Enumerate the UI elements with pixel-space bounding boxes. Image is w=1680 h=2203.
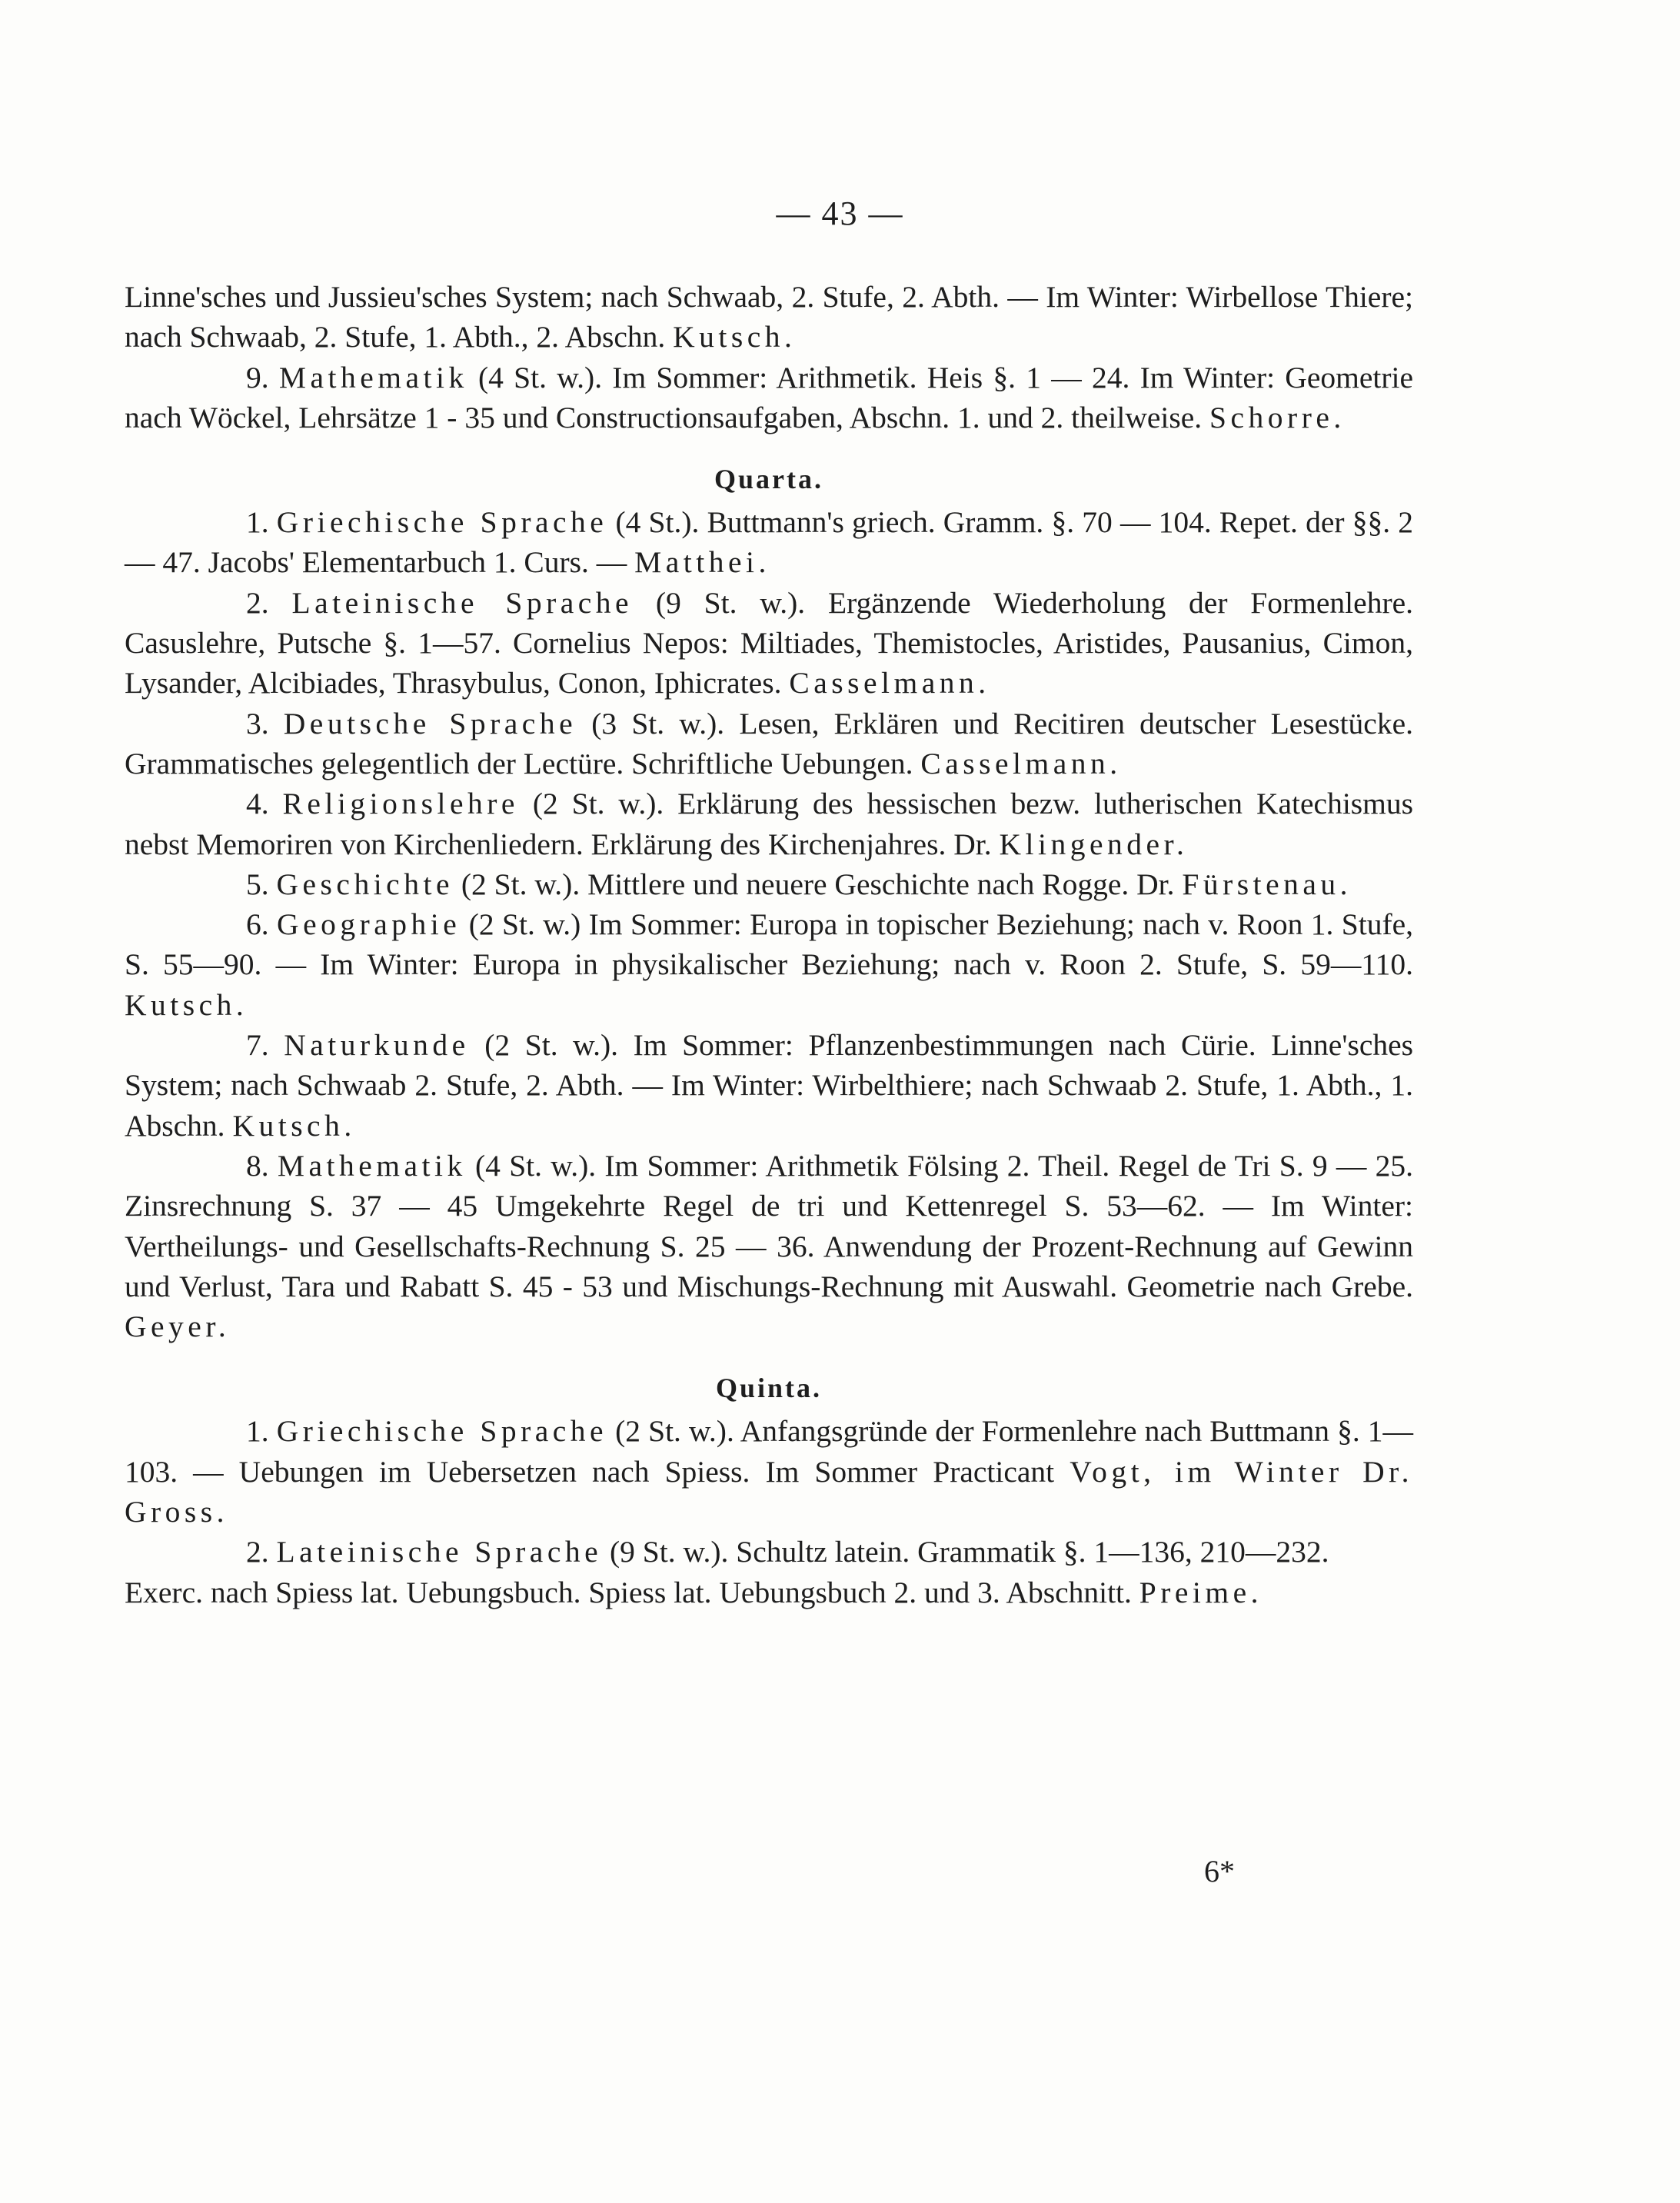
teacher-name: Casselmann. — [789, 666, 990, 701]
teacher-name: Kutsch. — [673, 320, 797, 354]
item-text: (4 St.). Buttmann's griech. Gramm. §. 70 — 104. Repet. der §§. 2 — 47. Jacobs' Elementarbuch 1. Curs. — — [125, 505, 1413, 580]
item-number: 6. — [246, 907, 269, 942]
quarta-item — [125, 1025, 1413, 1146]
signature-mark: 6* — [1204, 1854, 1235, 1889]
item-subject: Naturkunde — [284, 1028, 470, 1063]
quarta-item — [125, 704, 1413, 784]
quinta-item — [125, 1411, 1413, 1532]
teacher-name: Geyer. — [125, 1309, 231, 1344]
item-subject: Griechische Sprache — [276, 505, 608, 540]
item-subject: Deutsche Sprache — [283, 706, 577, 740]
body-text — [125, 277, 1413, 1612]
quarta-item — [125, 583, 1413, 704]
item-subject: Lateinische Sprache — [291, 585, 634, 620]
teacher-name: Klingender. — [999, 827, 1189, 861]
item-subject: Religionslehre — [282, 787, 519, 821]
item-number: 2. — [246, 585, 269, 620]
item-text: (3 St. w.). Lesen, Erklären und Recitiren deutscher Lesestücke. Grammatisches gelegentlich der Lectüre. Schriftliche Uebungen. — [125, 706, 1413, 780]
item-number: 1. — [246, 1414, 269, 1449]
item-subject: Mathematik — [278, 360, 468, 394]
item-subject: Geschichte — [276, 867, 454, 901]
item-subject: Lateinische Sprache — [276, 1535, 603, 1569]
paragraph-text: Linne'sches und Jussieu'sches System; nach Schwaab, 2. Stufe, 2. Abth. — Im Winter: Wirbellose Thiere; nach Schwaab, 2. Stufe, 1. Abth., 2. Abschn. — [125, 280, 1413, 354]
item-mathematik-tertia — [125, 358, 1413, 438]
item-number: 3. — [246, 706, 269, 740]
teacher-name: Kutsch. — [125, 987, 248, 1022]
continuation-paragraph — [125, 277, 1413, 358]
item-number: 1. — [246, 505, 269, 540]
teacher-name: Kutsch. — [232, 1108, 356, 1143]
teacher-name: Preime. — [1139, 1575, 1263, 1609]
item-subject: Mathematik — [277, 1148, 467, 1183]
item-number: 8. — [246, 1148, 269, 1183]
item-text: (4 St. w.). Im Sommer: Arithmetik Fölsing 2. Theil. Regel de Tri S. 9 — 25. Zinsrechnung S. 37 — 45 Umgekehrte Regel de tri und Kettenregel S. 53—62. — Im Winter: Vertheilungs- und Gesellschafts-Rechnung S. 25 — 36. Anwendung der Prozent-Rechnung auf Gewinn und Verlust, Tara und Rabatt S. 45 - 53 und Mischungs-Rechnung mit Auswahl. Geometrie nach Grebe. — [125, 1148, 1414, 1303]
item-subject: Geographie — [277, 907, 461, 942]
teacher-name: Matthei. — [634, 545, 770, 580]
item-text: (2 St. w.). Anfangsgründe der Formenlehre nach Buttmann §. 1—103. — Uebungen im Uebersetzen nach Spiess. Im Sommer Practicant — [125, 1414, 1414, 1489]
item-text: (9 St. w.). Ergänzende Wiederholung der Formenlehre. Casuslehre, Putsche §. 1—57. Cornelius Nepos: Miltiades, Themistocles, Aristides, Pausanius, Cimon, Lysander, Alcibiades, Thrasybulus, Conon, Iphicrates. — [125, 585, 1413, 701]
quarta-item — [125, 864, 1413, 904]
item-number: 4. — [246, 787, 269, 821]
teacher-name: Schorre. — [1209, 400, 1346, 434]
quinta-item — [125, 1532, 1413, 1612]
item-text: (2 St. w.). Erklärung des hessischen bezw. lutherischen Katechismus nebst Memoriren von Kirchenliedern. Erklärung des Kirchenjahres. Dr. — [125, 787, 1414, 861]
item-text: (2 St. w.). Im Sommer: Pflanzenbestimmungen nach Cürie. Linne'sches System; nach Schwaab 2. Stufe, 2. Abth. — Im Winter: Wirbelthiere; nach Schwaab 2. Stufe, 1. Abth., 1. Abschn. — [125, 1028, 1414, 1143]
item-number: 2. — [246, 1535, 269, 1569]
quarta-item — [125, 904, 1413, 1025]
quarta-item — [125, 784, 1413, 864]
item-text: (2 St. w.). Mittlere und neuere Geschichte nach Rogge. Dr. — [461, 867, 1175, 901]
teacher-name: Fürstenau. — [1182, 867, 1352, 901]
section-title-quarta: Quarta. — [714, 464, 823, 495]
item-subject: Griechische Sprache — [276, 1414, 608, 1449]
item-number: 7. — [246, 1028, 269, 1063]
item-number: 5. — [246, 867, 269, 901]
item-text: (9 St. w.). Schultz latein. Grammatik §. 1—136, 210—232. Exerc. nach Spiess lat. Uebungsbuch. Spiess lat. Uebungsbuch 2. und 3. Abschnitt. — [125, 1535, 1329, 1609]
item-text: (2 St. w.) Im Sommer: Europa in topischer Beziehung; nach v. Roon 1. Stufe, S. 55—90. — Im Winter: Europa in physikalischer Beziehung; nach v. Roon 2. Stufe, S. 59—110. — [125, 907, 1414, 982]
section-title-quinta: Quinta. — [715, 1373, 823, 1404]
teacher-name: Casselmann. — [920, 746, 1122, 780]
page-number: — 43 — — [776, 195, 904, 232]
teacher-name: Vogt, im Winter Dr. Gross. — [125, 1454, 1413, 1529]
item-number: 9. — [246, 360, 269, 394]
quarta-item — [125, 1146, 1413, 1346]
quarta-item — [125, 502, 1413, 583]
item-text: (4 St. w.). Im Sommer: Arithmetik. Heis §. 1 — 24. Im Winter: Geometrie nach Wöckel, Lehrsätze 1 - 35 und Constructionsaufgaben, Abschn. 1. und 2. theilweise. — [125, 360, 1414, 434]
